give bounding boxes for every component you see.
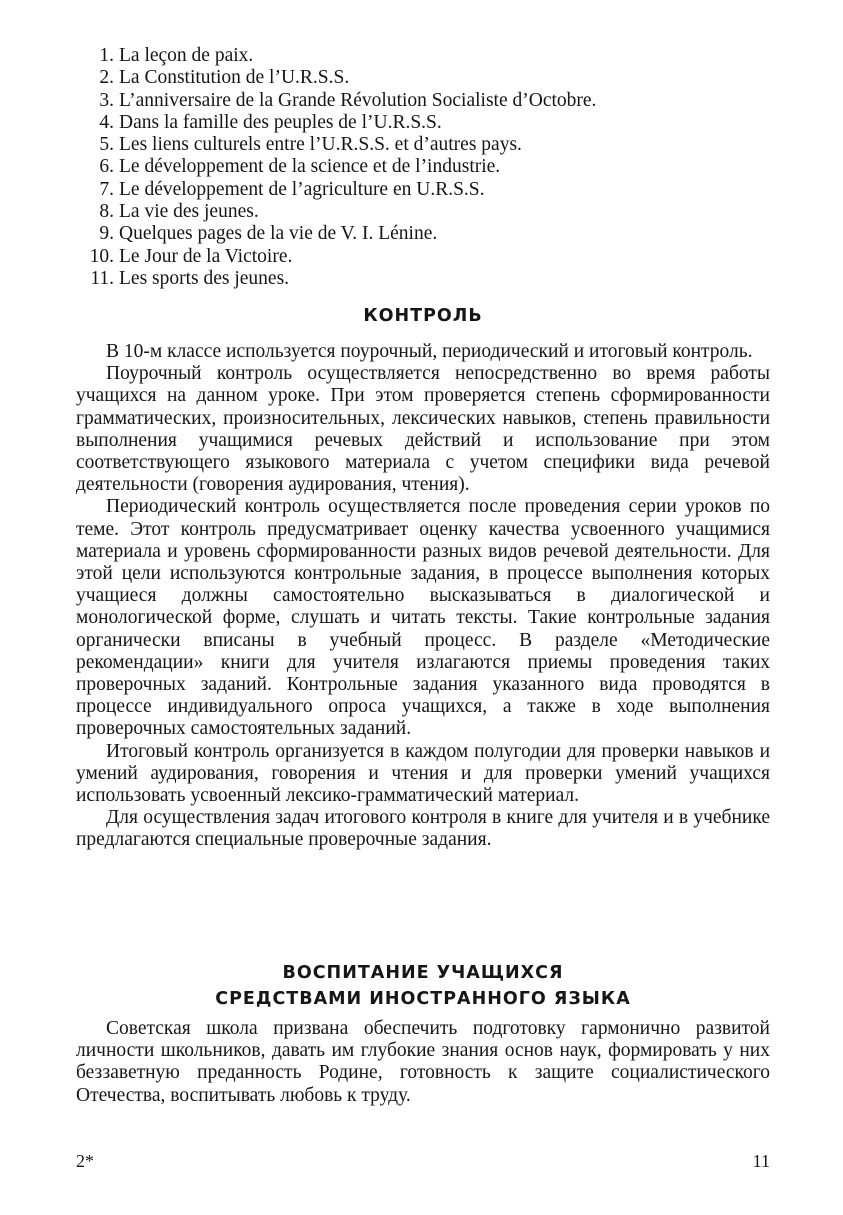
list-item: 6. Le développement de la science et de l’industrie. [99, 156, 501, 178]
paragraph: Для осуществления задач итогового контроля в книге для учителя и в учебнике предлагаются специальные проверочные задания. [76, 807, 770, 851]
topic-text: Quelques pages de la vie de V. I. Lénine. [119, 223, 438, 245]
list-item: 7. Le développement de l’agriculture en U.R.S.S. [99, 178, 485, 200]
paragraph: Поурочный контроль осуществляется непосредственно во время работы учащихся на данном уроке. При этом проверяется степень сформированности грамматических, произносительных, лексических навыков, степень правильности выполнения учащимися речевых действий и использование при этом соответствующего языкового материала с учетом специфики вида речевой деятельности (говорения аудирования, чтения). [76, 363, 770, 496]
paragraph: Периодический контроль осуществляется после проведения серии уроков по теме. Этот контроль предусматривает оценку качества усвоенного учащимися материала и уровень сформированности разных видов речевой деятельности. Для этой цели используются контрольные задания, в процессе выполнения которых учащиеся должны самостоятельно высказываться в диалогической и монологической форме, слушать и читать тексты. Такие контрольные задания органически вписаны в учебный процесс. В разделе «Методические рекомендации» книги для учителя излагаются приемы проведения таких проверочных заданий. Контрольные задания указанного вида проводятся в процессе индивидуального опроса учащихся, а также в ходе выполнения проверочных самостоятельных заданий. [76, 496, 770, 740]
upbringing-section [76, 1018, 770, 1107]
topic-text: Le développement de la science et de l’industrie. [119, 156, 501, 178]
topic-text: La leçon de paix. [119, 45, 254, 66]
paragraph: Советская школа призвана обеспечить подготовку гармонично развитой личности школьников, давать им глубокие знания основ наук, формировать у них беззаветную преданность Родине, готовность к защите социалистического Отечества, воспитывать любовь к труду. [76, 1018, 770, 1106]
page-number: 11 [752, 1151, 770, 1171]
paragraph: В 10-м классе используется поурочный, периодический и итоговый контроль. [106, 341, 753, 362]
topics-list [76, 45, 776, 290]
list-item: 1. La leçon de paix. [99, 45, 254, 66]
list-item: 4. Dans la famille des peuples de l’U.R.S.S. [99, 111, 442, 133]
control-heading: КОНТРОЛЬ [363, 306, 483, 326]
list-item: 11. Les sports des jeunes. [90, 267, 290, 289]
upbringing-heading [76, 960, 770, 1012]
control-section [76, 341, 770, 852]
topic-text: La Constitution de l’U.R.S.S. [119, 67, 350, 89]
topic-text: L’anniversaire de la Grande Révolution Socialiste d’Octobre. [119, 89, 597, 111]
list-item: 2. La Constitution de l’U.R.S.S. [99, 67, 350, 89]
topic-text: Le développement de l’agriculture en U.R.S.S. [119, 178, 485, 200]
signature-mark: 2* [76, 1151, 94, 1171]
list-item: 9. Quelques pages de la vie de V. I. Lénine. [99, 223, 438, 245]
list-item: 5. Les liens culturels entre l’U.R.S.S. et d’autres pays. [99, 134, 522, 156]
upbringing-heading-line1: ВОСПИТАНИЕ УЧАЩИХСЯ [282, 963, 564, 983]
list-item: 10. Le Jour de la Victoire. [89, 245, 293, 267]
topic-text: Dans la famille des peuples de l’U.R.S.S. [119, 111, 442, 133]
topic-text: Le Jour de la Victoire. [119, 245, 293, 267]
topic-text: Les sports des jeunes. [119, 267, 290, 289]
paragraph: Итоговый контроль организуется в каждом полугодии для проверки навыков и умений аудирования, говорения и чтения и для проверки умений учащихся использовать усвоенный лексико-грамматический материал. [76, 740, 770, 807]
topic-text: Les liens culturels entre l’U.R.S.S. et d’autres pays. [119, 134, 522, 156]
list-item: 8. La vie des jeunes. [99, 201, 259, 223]
list-item: 3. L’anniversaire de la Grande Révolution Socialiste d’Octobre. [99, 89, 597, 111]
upbringing-heading-line2: СРЕДСТВАМИ ИНОСТРАННОГО ЯЗЫКА [215, 989, 631, 1009]
topic-text: La vie des jeunes. [119, 201, 259, 223]
